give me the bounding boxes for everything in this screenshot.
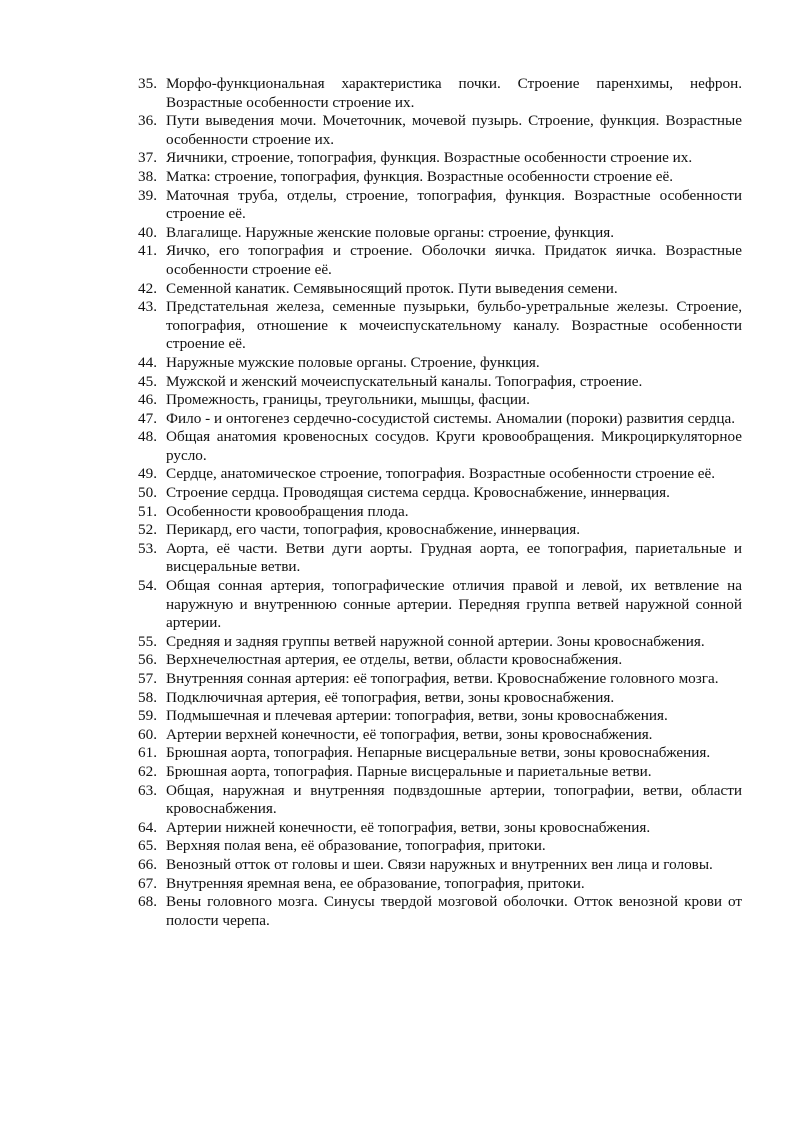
list-item xyxy=(138,856,742,875)
item-text: Верхнечелюстная артерия, ее отделы, ветви, области кровоснабжения. xyxy=(166,651,623,669)
item-text: Артерии верхней конечности, её топография, ветви, зоны кровоснабжения. xyxy=(166,725,653,743)
item-text: Верхняя полая вена, её образование, топография, притоки. xyxy=(166,837,546,855)
list-item xyxy=(138,707,742,726)
item-text: Яичко, его топография и строение. Оболочки яичка. Придаток яичка. Возрастные особенности строение её. xyxy=(166,242,742,278)
item-number: 61. xyxy=(138,744,157,762)
item-text: Средняя и задняя группы ветвей наружной сонной артерии. Зоны кровоснабжения. xyxy=(166,632,705,650)
list-item xyxy=(138,837,742,856)
item-text: Маточная труба, отделы, строение, топография, функция. Возрастные особенности строение её. xyxy=(166,186,742,223)
item-text: Матка: строение, топография, функция. Возрастные особенности строение её. xyxy=(166,167,674,185)
item-text: Фило - и онтогенез сердечно-сосудистой системы. Аномалии (пороки) развития сердца. xyxy=(166,409,736,427)
item-text: Пути выведения мочи. Мочеточник, мочевой пузырь. Строение, функция. Возрастные особенности строение их. xyxy=(166,112,742,148)
item-number: 41. xyxy=(138,242,157,260)
list-item xyxy=(138,428,742,465)
item-number: 63. xyxy=(138,781,157,799)
item-text: Подключичная артерия, её топография, ветви, зоны кровоснабжения. xyxy=(166,688,615,706)
item-number: 68. xyxy=(138,893,157,911)
item-number: 64. xyxy=(138,818,157,836)
item-number: 56. xyxy=(138,651,157,669)
item-number: 45. xyxy=(138,372,157,390)
list-item xyxy=(138,373,742,392)
item-number: 37. xyxy=(138,149,157,167)
item-number: 51. xyxy=(138,502,157,520)
item-text: Предстательная железа, семенные пузырьки, бульбо-уретральные железы. Строение, топография, отношение к мочеиспускательному каналу. Возрастные особенности строение её. xyxy=(166,298,742,353)
list-item xyxy=(138,391,742,410)
list-item xyxy=(138,893,742,930)
list-item xyxy=(138,670,742,689)
item-number: 44. xyxy=(138,353,157,371)
item-text: Брюшная аорта, топография. Непарные висцеральные ветви, зоны кровоснабжения. xyxy=(166,744,711,762)
list-item xyxy=(138,354,742,373)
item-text: Особенности кровообращения плода. xyxy=(166,502,409,520)
question-list xyxy=(138,75,742,930)
item-number: 58. xyxy=(138,688,157,706)
item-text: Общая анатомия кровеносных сосудов. Круги кровообращения. Микроциркуляторное русло. xyxy=(166,428,742,464)
item-number: 38. xyxy=(138,167,157,185)
list-item xyxy=(138,484,742,503)
list-item xyxy=(138,875,742,894)
item-text: Вены головного мозга. Синусы твердой мозговой оболочки. Отток венозной крови от полости черепа. xyxy=(166,893,742,929)
item-number: 47. xyxy=(138,409,157,427)
item-number: 42. xyxy=(138,279,157,297)
item-number: 50. xyxy=(138,484,157,502)
list-item xyxy=(138,168,742,187)
list-item xyxy=(138,763,742,782)
list-item xyxy=(138,540,742,577)
item-text: Сердце, анатомическое строение, топография. Возрастные особенности строение её. xyxy=(166,465,716,483)
list-item xyxy=(138,242,742,279)
list-item xyxy=(138,75,742,112)
list-item xyxy=(138,503,742,522)
item-text: Влагалище. Наружные женские половые органы: строение, функция. xyxy=(166,223,615,241)
list-item xyxy=(138,633,742,652)
item-text: Внутренняя сонная артерия: её топография, ветви. Кровоснабжение головного мозга. xyxy=(166,670,719,687)
item-number: 49. xyxy=(138,465,157,483)
item-text: Мужской и женский мочеиспускательный каналы. Топография, строение. xyxy=(166,372,643,390)
item-text: Внутренняя яремная вена, ее образование, топография, притоки. xyxy=(166,874,585,892)
item-text: Венозный отток от головы и шеи. Связи наружных и внутренних вен лица и головы. xyxy=(166,855,713,873)
list-item xyxy=(138,782,742,819)
item-number: 66. xyxy=(138,855,157,873)
item-number: 53. xyxy=(138,539,157,557)
list-item xyxy=(138,689,742,708)
item-number: 54. xyxy=(138,577,157,595)
item-number: 40. xyxy=(138,223,157,241)
list-item xyxy=(138,187,742,224)
item-text: Яичники, строение, топография, функция. Возрастные особенности строение их. xyxy=(166,149,693,167)
item-number: 67. xyxy=(138,874,157,892)
list-item xyxy=(138,298,742,354)
item-text: Брюшная аорта, топография. Парные висцеральные и париетальные ветви. xyxy=(166,762,652,780)
list-item xyxy=(138,410,742,429)
item-text: Подмышечная и плечевая артерии: топография, ветви, зоны кровоснабжения. xyxy=(166,707,668,725)
list-item xyxy=(138,819,742,838)
list-item xyxy=(138,465,742,484)
item-number: 52. xyxy=(138,521,157,539)
item-number: 46. xyxy=(138,391,157,409)
item-text: Промежность, границы, треугольники, мышцы, фасции. xyxy=(166,391,530,409)
list-item xyxy=(138,651,742,670)
item-number: 60. xyxy=(138,725,157,743)
list-item xyxy=(138,112,742,149)
item-number: 59. xyxy=(138,707,157,725)
item-text: Наружные мужские половые органы. Строение, функция. xyxy=(166,353,540,371)
item-number: 36. xyxy=(138,112,157,130)
item-number: 55. xyxy=(138,632,157,650)
list-item xyxy=(138,224,742,243)
item-number: 65. xyxy=(138,837,157,855)
list-item xyxy=(138,280,742,299)
item-number: 57. xyxy=(138,670,157,687)
item-text: Перикард, его части, топография, кровоснабжение, иннервация. xyxy=(166,521,581,539)
item-text: Аорта, её части. Ветви дуги аорты. Грудная аорта, ее топография, париетальные и висцеральные ветви. xyxy=(166,539,742,576)
item-number: 62. xyxy=(138,762,157,780)
list-item xyxy=(138,577,742,633)
list-item xyxy=(138,726,742,745)
list-item xyxy=(138,149,742,168)
list-item xyxy=(138,744,742,763)
item-number: 48. xyxy=(138,428,157,446)
item-text: Строение сердца. Проводящая система сердца. Кровоснабжение, иннервация. xyxy=(166,484,670,502)
item-text: Общая, наружная и внутренняя подвздошные артерии, топографии, ветви, области кровоснабжения. xyxy=(166,781,742,818)
item-text: Семенной канатик. Семявыносящий проток. Пути выведения семени. xyxy=(166,279,618,297)
item-number: 43. xyxy=(138,298,157,316)
item-text: Морфо-функциональная характеристика почки. Строение паренхимы, нефрон. Возрастные особенности строение их. xyxy=(166,75,742,111)
list-item xyxy=(138,521,742,540)
item-number: 39. xyxy=(138,186,157,204)
item-text: Общая сонная артерия, топографические отличия правой и левой, их ветвление на наружную и внутреннюю сонные артерии. Передняя группа ветвей наружной сонной артерии. xyxy=(166,577,742,632)
item-text: Артерии нижней конечности, её топография, ветви, зоны кровоснабжения. xyxy=(166,818,651,836)
item-number: 35. xyxy=(138,75,157,92)
